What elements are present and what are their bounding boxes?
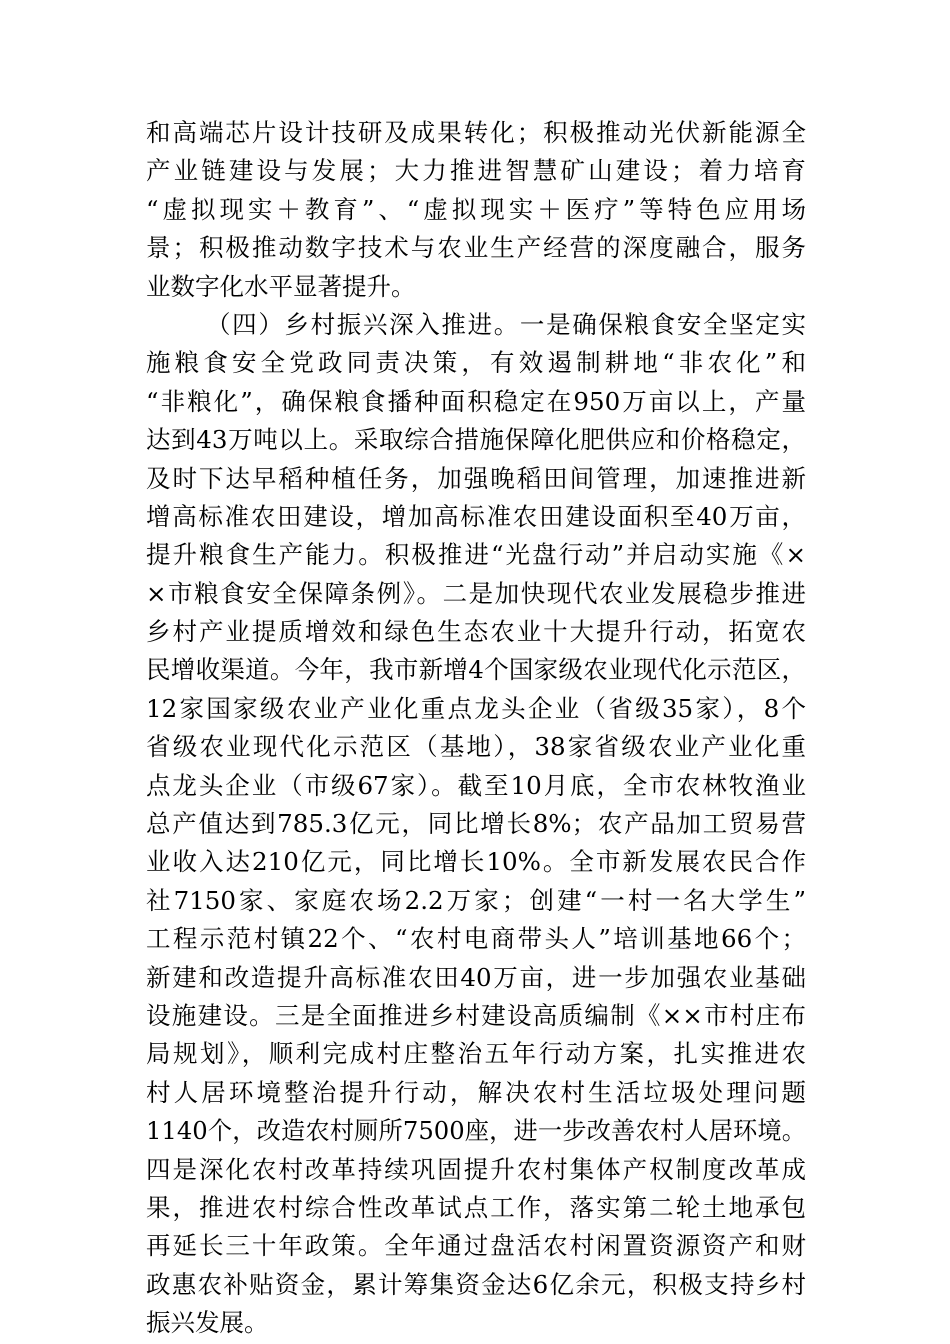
text-line: 四是深化农村改革持续巩固提升农村集体产权制度改革成 <box>146 1154 806 1184</box>
text-line: 社7150家、家庭农场2.2万家；创建“一村一名大学生” <box>146 885 806 915</box>
text-line: “非粮化”，确保粮食播种面积稳定在950万亩以上，产量 <box>146 386 806 416</box>
text-line: 政惠农补贴资金，累计筹集资金达6亿余元，积极支持乡村 <box>146 1269 806 1299</box>
text-line: 设施建设。三是全面推进乡村建设高质编制《××市村庄布 <box>146 1000 806 1030</box>
text-line: 村人居环境整治提升行动，解决农村生活垃圾处理问题 <box>146 1077 806 1107</box>
text-line: 局规划》，顺利完成村庄整治五年行动方案，扎实推进农 <box>146 1039 806 1069</box>
text-line: 总产值达到785.3亿元，同比增长8%；农产品加工贸易营 <box>146 809 806 839</box>
text-line: 乡村产业提质增效和绿色生态农业十大提升行动，拓宽农 <box>146 617 806 647</box>
text-line: 1140个，改造农村厕所7500座，进一步改善农村人居环境。 <box>146 1116 806 1146</box>
text-line: 振兴发展。 <box>146 1308 269 1338</box>
text-line: 施粮食安全党政同责决策，有效遏制耕地“非农化”和 <box>146 348 806 378</box>
text-line: 景；积极推动数字技术与农业生产经营的深度融合，服务 <box>146 233 806 263</box>
text-line: 12家国家级农业产业化重点龙头企业（省级35家），8个 <box>146 693 806 723</box>
text-line: 再延长三十年政策。全年通过盘活农村闲置资源资产和财 <box>146 1231 806 1261</box>
text-line: 新建和改造提升高标准农田40万亩，进一步加强农业基础 <box>146 962 806 992</box>
text-line: 达到43万吨以上。采取综合措施保障化肥供应和价格稳定， <box>146 425 806 455</box>
section-heading-line: （四）乡村振兴深入推进。一是确保粮食安全坚定实 <box>206 309 806 339</box>
text-line: 省级农业现代化示范区（基地），38家省级农业产业化重 <box>146 732 806 762</box>
text-line: 提升粮食生产能力。积极推进“光盘行动”并启动实施《× <box>146 540 806 570</box>
text-line: 业数字化水平显著提升。 <box>146 271 416 301</box>
text-line: 及时下达早稻种植任务，加强晚稻田间管理，加速推进新 <box>146 463 806 493</box>
text-line: “虚拟现实＋教育”、“虚拟现实＋医疗”等特色应用场 <box>146 194 806 224</box>
text-line: 点龙头企业（市级67家）。截至10月底，全市农林牧渔业 <box>146 770 806 800</box>
text-line: 果，推进农村综合性改革试点工作，落实第二轮土地承包 <box>146 1192 806 1222</box>
text-line: 产业链建设与发展；大力推进智慧矿山建设；着力培育 <box>146 156 806 186</box>
text-line: ×市粮食安全保障条例》。二是加快现代农业发展稳步推进 <box>146 578 806 608</box>
document-body <box>146 114 806 1343</box>
text-line: 工程示范村镇22个、“农村电商带头人”培训基地66个； <box>146 924 806 954</box>
text-line: 业收入达210亿元，同比增长10%。全市新发展农民合作 <box>146 847 806 877</box>
text-line: 增高标准农田建设，增加高标准农田建设面积至40万亩， <box>146 501 806 531</box>
text-line: 民增收渠道。今年，我市新增4个国家级农业现代化示范区， <box>146 655 806 685</box>
text-line: 和高端芯片设计技研及成果转化；积极推动光伏新能源全 <box>146 118 806 147</box>
